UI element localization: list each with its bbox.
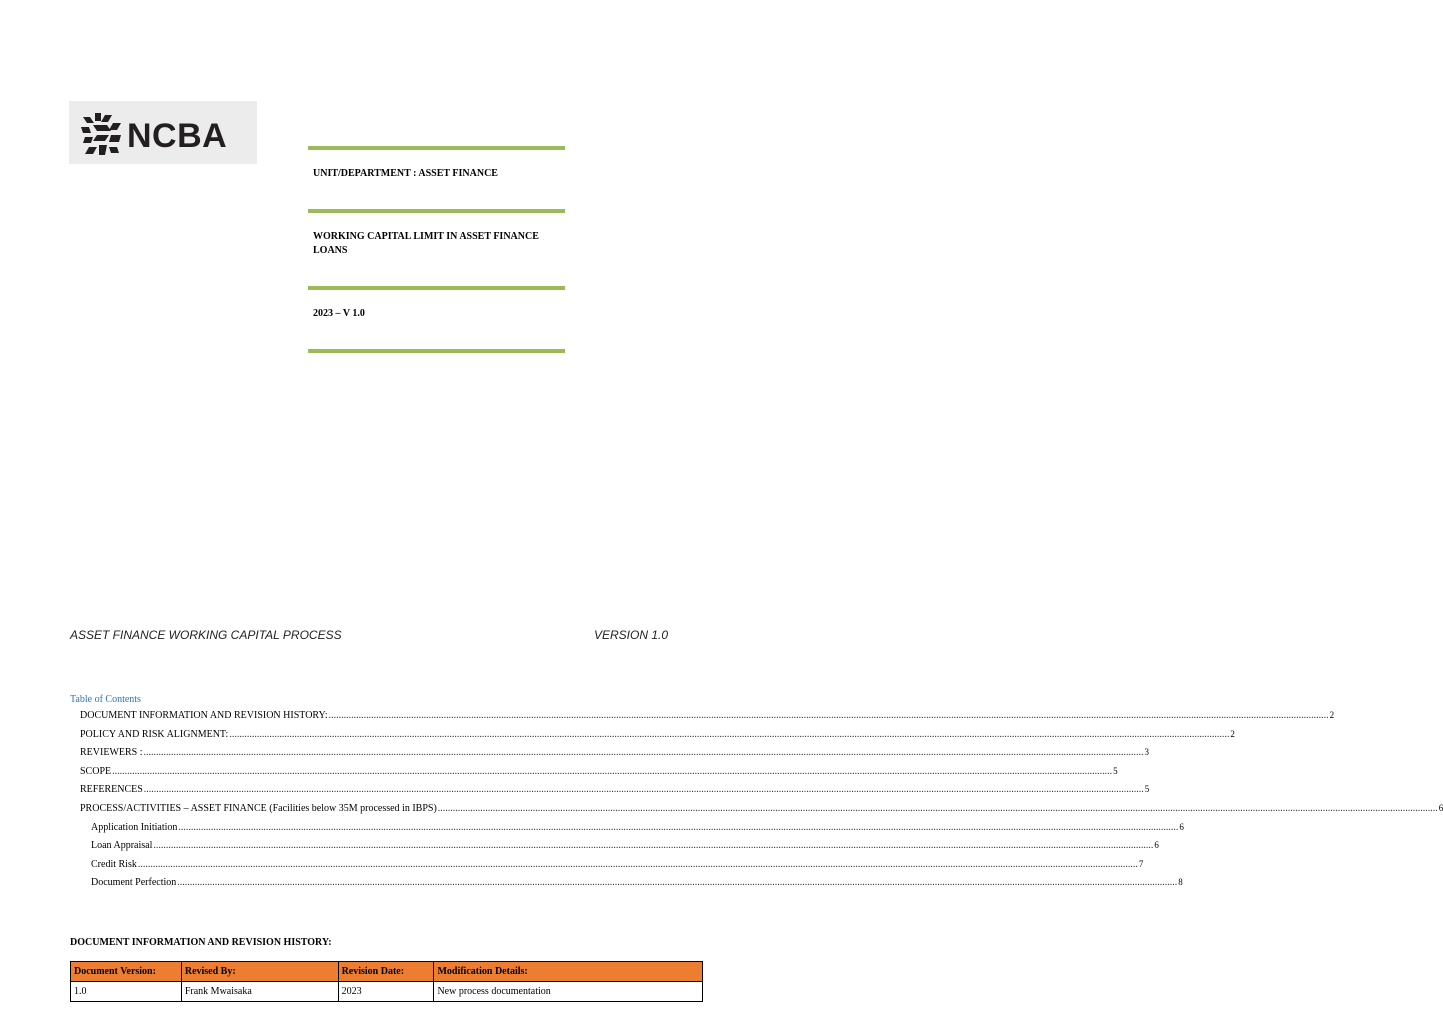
toc-entry-application-initiation[interactable]: Application Initiation ................................................................................................................................................................................................................................................................................................................................................................................................................ 6 xyxy=(91,821,1184,833)
toc-entry-references[interactable]: REFERENCES ................................................................................................................................................................................................................................................................................................................................................................................................................ 5 xyxy=(80,784,1150,796)
toc-entry-process-activities[interactable]: PROCESS/ACTIVITIES – ASSET FINANCE (Facilities below 35M processed in IBPS) ................................................................................................................................................................................................................................................................................................................................................................................................................ 6 xyxy=(80,802,1443,814)
toc-entry-document-information[interactable]: DOCUMENT INFORMATION AND REVISION HISTORY: ................................................................................................................................................................................................................................................................................................................................................................................................................ 2 xyxy=(80,710,1335,721)
green-divider xyxy=(308,146,565,150)
toc-entry-loan-appraisal[interactable]: Loan Appraisal ................................................................................................................................................................................................................................................................................................................................................................................................................ 6 xyxy=(91,840,1159,852)
table-header-row xyxy=(71,962,703,982)
table-row xyxy=(71,982,703,1002)
green-divider xyxy=(308,286,565,290)
logo-wordmark: NCBA xyxy=(127,117,228,155)
document-title: WORKING CAPITAL LIMIT IN ASSET FINANCE LOANS xyxy=(313,231,539,256)
green-divider xyxy=(308,349,565,353)
toc-entry-reviewers[interactable]: REVIEWERS : ................................................................................................................................................................................................................................................................................................................................................................................................................ 3 xyxy=(80,747,1149,759)
green-divider xyxy=(308,209,565,213)
table-cell: Frank Mwaisaka xyxy=(181,982,338,1002)
toc-title: Table of Contents xyxy=(70,694,141,705)
company-logo xyxy=(69,101,257,164)
section-heading-document-information: DOCUMENT INFORMATION AND REVISION HISTORY: xyxy=(70,937,332,948)
revision-history-table xyxy=(70,961,703,1002)
column-header: Revision Date: xyxy=(338,962,434,982)
table-cell: New process documentation xyxy=(434,982,703,1002)
page-header-version: VERSION 1.0 xyxy=(594,628,669,642)
column-header: Revised By: xyxy=(181,962,338,982)
toc-entry-policy-risk-alignment[interactable]: POLICY AND RISK ALIGNMENT: ................................................................................................................................................................................................................................................................................................................................................................................................................ 2 xyxy=(80,728,1235,740)
page-header-title: ASSET FINANCE WORKING CAPITAL PROCESS xyxy=(70,628,342,642)
column-header: Modification Details: xyxy=(434,962,703,982)
toc-entry-credit-risk[interactable]: Credit Risk ................................................................................................................................................................................................................................................................................................................................................................................................................ 7 xyxy=(91,858,1144,870)
ncba-logo-mark-icon xyxy=(79,111,125,157)
table-of-contents xyxy=(70,706,1443,892)
toc-entry-scope[interactable]: SCOPE ................................................................................................................................................................................................................................................................................................................................................................................................................ 5 xyxy=(80,765,1118,777)
table-cell: 1.0 xyxy=(71,982,182,1002)
unit-department-label: UNIT/DEPARTMENT : ASSET FINANCE xyxy=(313,168,498,179)
table-cell: 2023 xyxy=(338,982,434,1002)
column-header: Document Version: xyxy=(71,962,182,982)
toc-entry-document-perfection[interactable]: Document Perfection ................................................................................................................................................................................................................................................................................................................................................................................................................ 8 xyxy=(91,877,1183,889)
document-version: 2023 – V 1.0 xyxy=(313,308,365,319)
